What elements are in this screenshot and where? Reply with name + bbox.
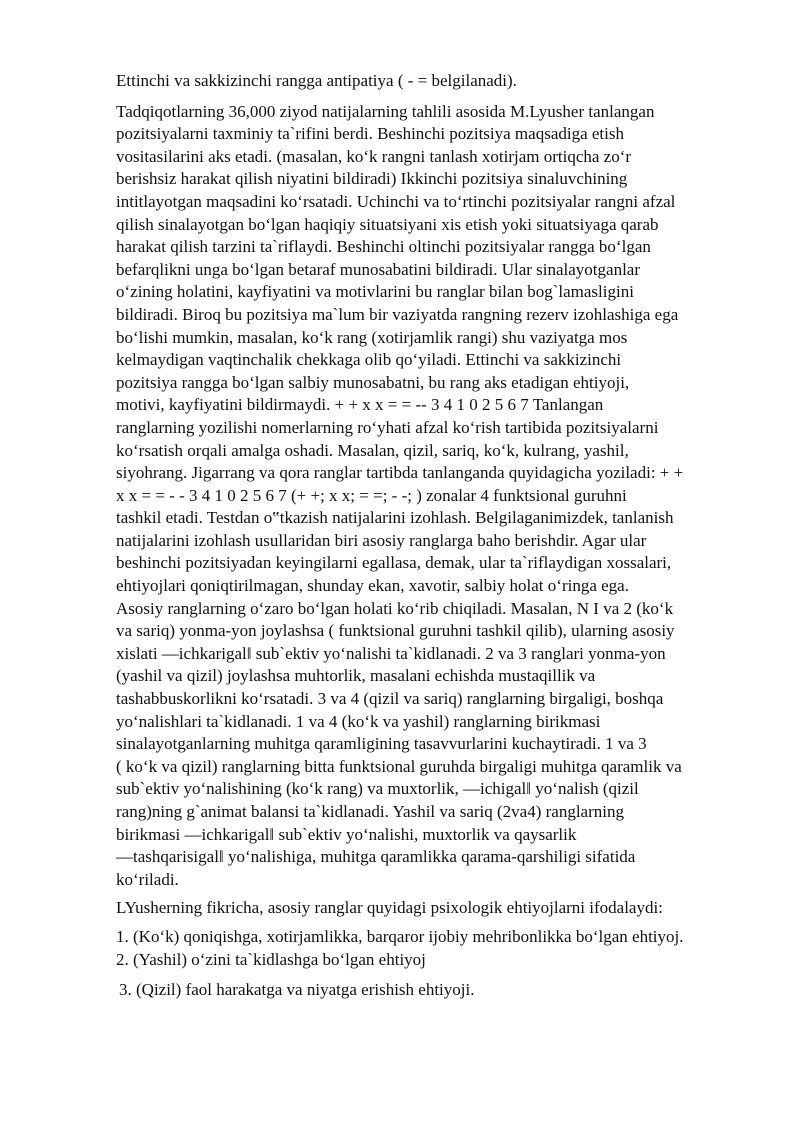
text-line: (yashil va qizil) joylashsa muhtorlik, masalani echishda mustaqillik va bbox=[116, 666, 596, 686]
text-line: motivi, kayfiyatini bildirmaydi. + + x x = = -- 3 4 1 0 2 5 6 7 Tanlangan bbox=[116, 395, 604, 415]
text-line: ehtiyojlari qoniqtirilmagan, shunday ekan, xavotir, salbiy holat o‘ringa ega. bbox=[116, 576, 629, 596]
text-line: x x = = - - 3 4 1 0 2 5 6 7 (+ +; x x; = =; - -; ) zonalar 4 funktsional guruhni bbox=[116, 485, 627, 505]
list-item: 1. (Ko‘k) qoniqishga, xotirjamlikka, barqaror ijobiy mehribonlikka bo‘lgan ehtiyoj. bbox=[116, 926, 684, 946]
text-line: tashkil etadi. Testdan o‟tkazish natijalarini izohlash. Belgilaganimizdek, tanlanish bbox=[116, 508, 674, 528]
text-line: va sariq) yonma-yon joylashsa ( funktsional guruhni tashkil qilib), ularning asosiy bbox=[116, 621, 675, 641]
text-line: xislati ―ichkarigal‖ sub`ektiv yo‘nalishi ta`kidlanadi. 2 va 3 ranglari yonma-yon bbox=[116, 643, 666, 663]
text-line: ( ko‘k va qizil) ranglarning bitta funktsional guruhda birgaligi muhitga qaramlik va bbox=[116, 756, 682, 776]
list-item: 3. (Qizil) faol harakatga va niyatga erishish ehtiyoji. bbox=[119, 980, 475, 1000]
text-line: intitlayotgan maqsadini ko‘rsatadi. Uchinchi va to‘rtinchi pozitsiyalar rangni afzal bbox=[116, 191, 676, 211]
text-line: sinalayotganlarning muhitga qaramligining tasavvurlarini kuchaytiradi. 1 va 3 bbox=[116, 734, 647, 754]
text-line: qilish sinalayotgan bo‘lgan haqiqiy situatsiyani xis etish yoki situatsiyaga qarab bbox=[116, 214, 659, 234]
text-line: Asosiy ranglarning o‘zaro bo‘lgan holati ko‘rib chiqiladi. Masalan, N I va 2 (ko‘k bbox=[116, 598, 674, 618]
text-line: sub`ektiv yo‘nalishining (ko‘k rang) va muxtorlik, ―ichigal‖ yo‘nalish (qizil bbox=[116, 779, 639, 799]
list-item: 2. (Yashil) o‘zini ta`kidlashga bo‘lgan ehtiyoj bbox=[116, 949, 426, 969]
text-line: o‘zining holatini, kayfiyatini va motivlarini bu ranglar bilan bog`lamasligini bbox=[116, 282, 634, 302]
text-line: ko‘riladi. bbox=[116, 869, 179, 889]
text-line: bildiradi. Biroq bu pozitsiya ma`lum bir vaziyatda rangning rezerv izohlashiga ega bbox=[116, 304, 679, 324]
paragraph-luscher-positions bbox=[116, 101, 746, 892]
text-line: natijalarini izohlash usullaridan biri asosiy ranglarga baho berishdir. Agar ular bbox=[116, 530, 647, 550]
text-line: pozitsiyalarni taxminiy ta`rifini berdi. Beshinchi pozitsiya maqsadiga etish bbox=[116, 124, 624, 144]
text-line: rang)ning g`animat balansi ta`kidlanadi. Yashil va sariq (2va4) ranglarning bbox=[116, 802, 624, 821]
text-line: ranglarning yozilishi nomerlarning ro‘yhati afzal ko‘rish tartibida pozitsiyalarni bbox=[116, 417, 659, 437]
text-line: pozitsiya rangga bo‘lgan salbiy munosabatni, bu rang aks etadigan ehtiyoji, bbox=[116, 372, 630, 392]
needs-list bbox=[116, 926, 746, 971]
text-line: Tadqiqotlarning 36,000 ziyod natijalarning tahlili asosida M.Lyusher tanlangan bbox=[116, 101, 655, 121]
paragraph-antipathy: Ettinchi va sakkizinchi rangga antipatiya ( - = belgilanadi). bbox=[116, 71, 517, 90]
text-line: bo‘lishi mumkin, masalan, ko‘k rang (xotirjamlik rangi) shu vaziyatga mos bbox=[116, 327, 628, 347]
text-line: siyohrang. Jigarrang va qora ranglar tartibda tanlanganda quyidagicha yoziladi: + + bbox=[116, 463, 684, 483]
text-line: ―tashqarisigal‖ yo‘nalishiga, muhitga qaramlikka qarama-qarshiligi sifatida bbox=[116, 847, 636, 867]
text-line: tashabbuskorlikni ko‘rsatadi. 3 va 4 (qizil va sariq) ranglarning birgaligi, boshqa bbox=[116, 689, 664, 709]
text-line: befarqlikni unga bo‘lgan betaraf munosabatini bildiradi. Ular sinalayotganlar bbox=[116, 259, 640, 279]
text-line: harakat qilish tarzini ta`riflaydi. Beshinchi oltinchi pozitsiyalar rangga bo‘lgan bbox=[116, 237, 651, 257]
text-line: ko‘rsatish orqali amalga oshadi. Masalan, qizil, sariq, ko‘k, kulrang, yashil, bbox=[116, 440, 629, 460]
text-line: vositasilarini aks etadi. (masalan, ko‘k rangni tanlash xotirjam ortiqcha zo‘r bbox=[116, 146, 632, 166]
text-line: yo‘nalishlari ta`kidlanadi. 1 va 4 (ko‘k va yashil) ranglarning birikmasi bbox=[116, 711, 601, 731]
text-line: kelmaydigan vaqtinchalik chekkaga olib qo‘yiladi. Ettinchi va sakkizinchi bbox=[116, 350, 622, 370]
paragraph-needs-intro: LYusherning fikricha, asosiy ranglar quyidagi psixologik ehtiyojlarni ifodalaydi: bbox=[116, 898, 663, 918]
text-line: birikmasi ―ichkarigal‖ sub`ektiv yo‘nalishi, muxtorlik va qaysarlik bbox=[116, 824, 577, 844]
text-line: berishsiz harakat qilish niyatini bildiradi) Ikkinchi pozitsiya sinaluvchining bbox=[116, 169, 628, 189]
document-page bbox=[116, 70, 746, 1002]
text-line: beshinchi pozitsiyadan keyingilarni egallasa, demak, ular ta`riflaydigan xossalari, bbox=[116, 553, 672, 573]
